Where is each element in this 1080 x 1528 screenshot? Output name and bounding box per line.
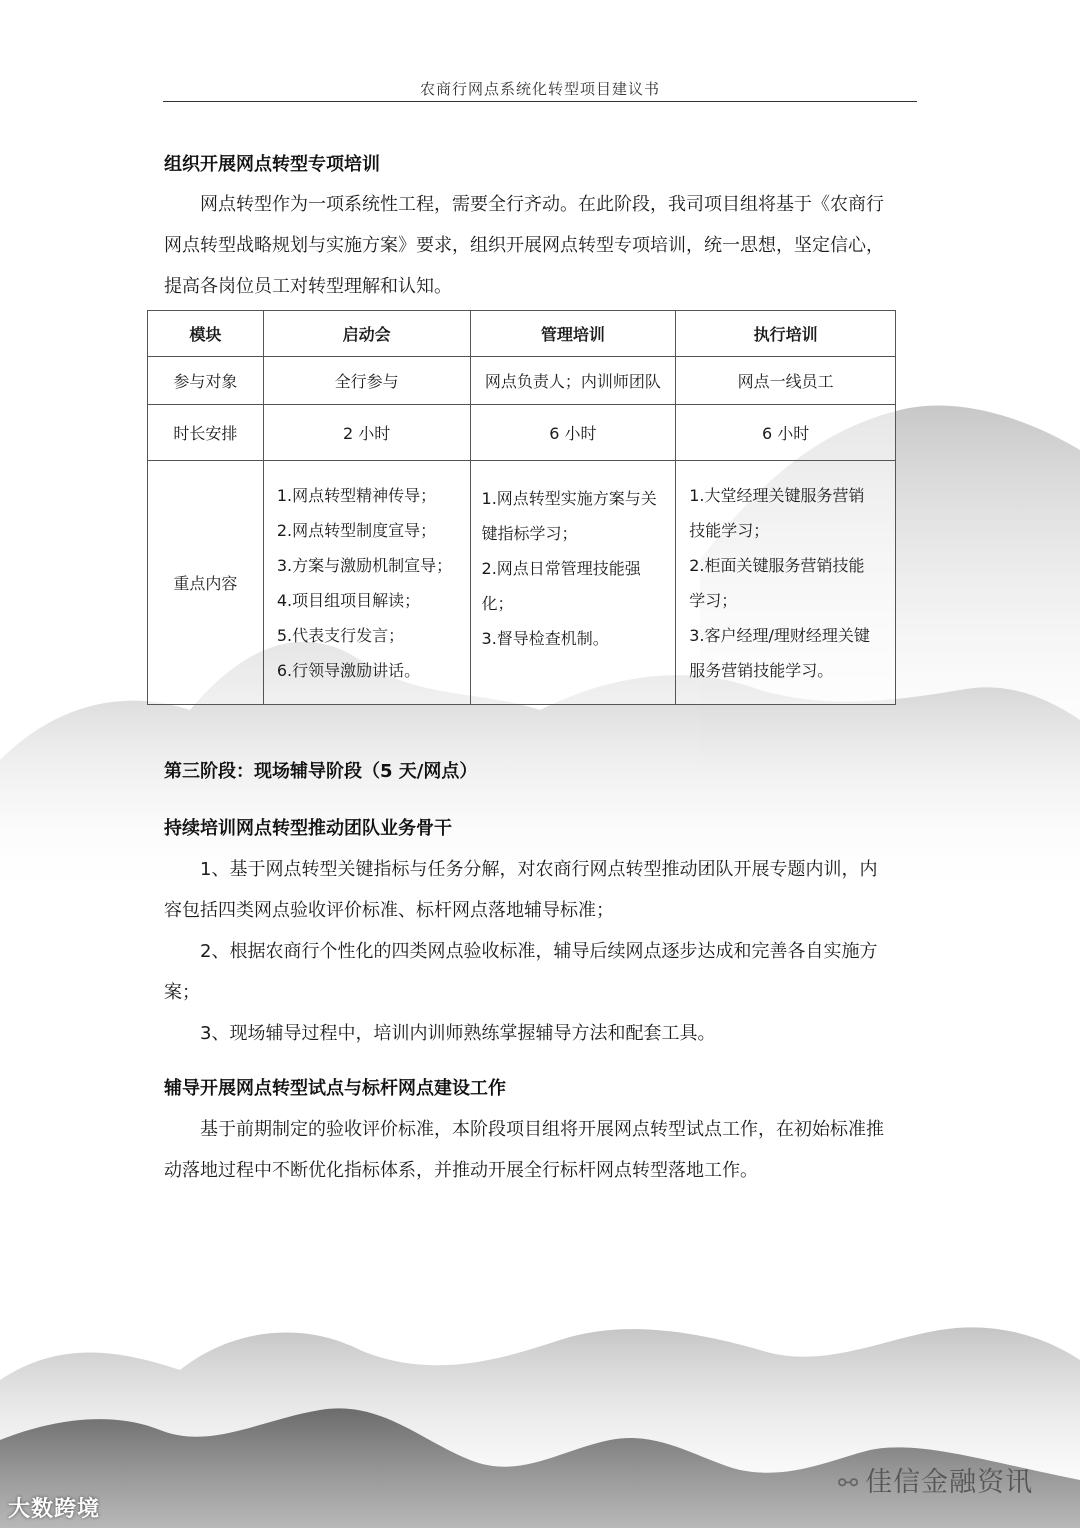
table-cell (676, 461, 896, 705)
list-item: 1.大堂经理关键服务营销 (689, 485, 865, 505)
table-cell: 6 小时 (676, 405, 896, 461)
focus-list-management (472, 481, 675, 656)
list-item: 化； (481, 594, 514, 613)
running-header: 农商行网点系统化转型项目建议书 (419, 80, 660, 98)
paragraph-backbone-items (164, 849, 917, 1054)
list-item: 3.督导检查机制。 (481, 629, 609, 648)
list-item: 学习； (689, 590, 738, 610)
watermark-right (838, 1460, 1033, 1499)
table-cell: 6 小时 (470, 405, 676, 461)
list-item: 技能学习； (689, 520, 770, 540)
table-header-row (148, 311, 896, 357)
list-item: 服务营销技能学习。 (689, 660, 834, 680)
text-line: 提高各岗位员工对转型理解和认知。 (164, 276, 452, 297)
text-line: 基于前期制定的验收评价标准，本阶段项目组将开展网点转型试点工作，在初始标准推 (200, 1119, 884, 1140)
focus-list-kickoff (265, 478, 469, 688)
list-item: 1.网点转型实施方案与关 (481, 489, 657, 508)
text-line: 1、基于网点转型关键指标与任务分解，对农商行网点转型推动团队开展专题内训，内 (200, 859, 878, 880)
table-cell: 网点负责人；内训师团队 (470, 357, 676, 405)
training-plan-table (147, 310, 896, 705)
section-heading-backbone: 持续培训网点转型推动团队业务骨干 (164, 818, 452, 839)
paragraph-training-intro (164, 184, 917, 307)
text-line: 网点转型作为一项系统性工程，需要全行齐动。在此阶段，我司项目组将基于《农商行 (200, 194, 884, 215)
text-line: 动落地过程中不断优化指标体系，并推动开展全行标杆网点转型落地工作。 (164, 1160, 758, 1181)
table-cell: 2 小时 (263, 405, 470, 461)
table-cell (470, 461, 676, 705)
stage-heading: 第三阶段：现场辅导阶段（5 天/网点） (164, 761, 478, 782)
text-line: 案； (164, 982, 200, 1003)
list-item: 2.网点日常管理技能强 (481, 559, 641, 578)
focus-list-execution (677, 478, 894, 688)
header-cell: 执行培训 (676, 311, 896, 357)
watermark-right-text: 佳信金融资讯 (865, 1467, 1034, 1498)
text-line: 容包括四类网点验收评价标准、标杆网点落地辅导标准； (164, 900, 614, 921)
list-item: 2.柜面关键服务营销技能 (689, 555, 865, 575)
table-cell: 网点一线员工 (676, 357, 896, 405)
list-item: 3.方案与激励机制宣导； (276, 555, 453, 575)
text-line: 2、根据农商行个性化的四类网点验收标准，辅导后续网点逐步达成和完善各自实施方 (200, 941, 878, 962)
text-line: 3、现场辅导过程中，培训内训师熟练掌握辅导方法和配套工具。 (200, 1023, 716, 1044)
list-item: 6.行领导激励讲话。 (276, 660, 421, 680)
watermark-left: 大数跨境 (8, 1497, 101, 1522)
header-cell: 启动会 (263, 311, 470, 357)
paragraph-pilot (164, 1109, 917, 1191)
table-row (148, 461, 896, 705)
list-item: 1.网点转型精神传导； (276, 485, 437, 505)
list-item: 键指标学习； (481, 524, 578, 543)
row-label: 参与对象 (148, 357, 264, 405)
header-cell: 模块 (148, 311, 264, 357)
row-label: 时长安排 (148, 405, 264, 461)
list-item: 2.网点转型制度宣导； (276, 520, 437, 540)
table-row (148, 357, 896, 405)
header-cell: 管理培训 (470, 311, 676, 357)
section-heading-pilot: 辅导开展网点转型试点与标杆网点建设工作 (164, 1078, 506, 1099)
header-divider (163, 101, 917, 102)
list-item: 5.代表支行发言； (276, 625, 405, 645)
section-heading-training: 组织开展网点转型专项培训 (164, 154, 380, 175)
table-row (148, 405, 896, 461)
row-label: 重点内容 (148, 461, 264, 705)
list-item: 4.项目组项目解读； (276, 590, 421, 610)
table-cell: 全行参与 (263, 357, 470, 405)
wechat-icon: ⚯ (838, 1469, 860, 1497)
text-line: 网点转型战略规划与实施方案》要求，组织开展网点转型专项培训，统一思想，坚定信心， (164, 235, 884, 256)
table-cell (263, 461, 470, 705)
list-item: 3.客户经理/理财经理关键 (689, 625, 870, 645)
